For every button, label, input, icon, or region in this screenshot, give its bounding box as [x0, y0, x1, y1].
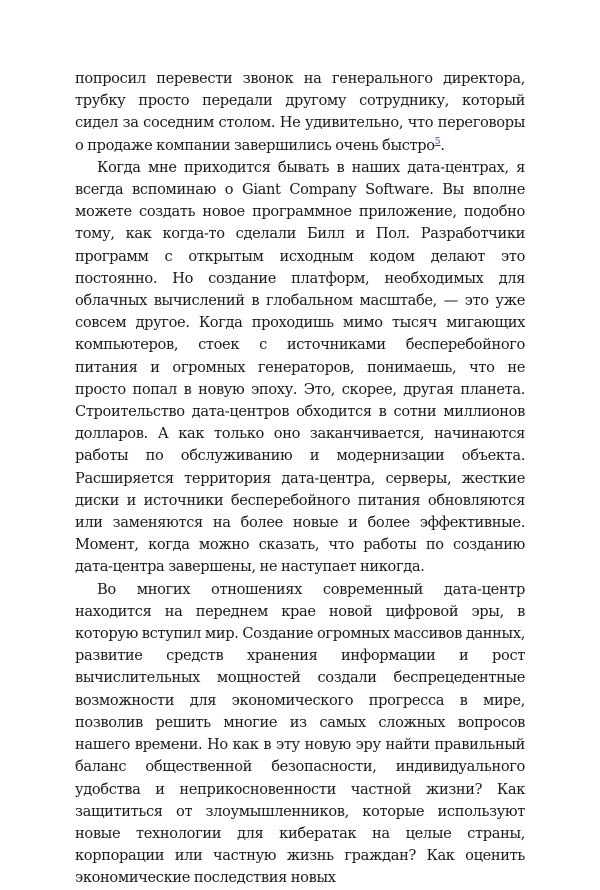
document-page: [75, 68, 525, 890]
footnote-link-5[interactable]: 5: [434, 136, 441, 147]
paragraph-1-end: .: [440, 136, 445, 154]
paragraph-1-text: попросил перевести звонок на генерального директора, трубку просто передали другому сотруднику, который сидел за соседним столом. Не удивительно, что переговоры о продаже компании завершились очень быстро: [75, 70, 525, 154]
paragraph-2: Когда мне приходится бывать в наших дата-центрах, я всегда вспоминаю о Giant Company Software. Вы вполне можете создать новое программное приложение, подобно тому, как когда-то сделали Билл и Пол. Разработчики программ с открытым исходным кодом делают это постоянно. Но создание платформ, необходимых для облачных вычислений в глобальном масштабе, — это уже совсем другое. Когда проходишь мимо тысяч мигающих компьютеров, стоек с источниками бесперебойного питания и огромных генераторов, понимаешь, что не просто попал в новую эпоху. Это, скорее, другая планета. Строительство дата-центров обходится в сотни миллионов долларов. А как только оно заканчивается, начинаются работы по обслуживанию и модернизации объекта. Расширяется территория дата-центра, серверы, жесткие диски и источники бесперебойного питания обновляются или заменяются на более новые и более эффективные. Момент, когда можно сказать, что работы по созданию дата-центра завершены, не наступает никогда.: [75, 158, 525, 576]
paragraph-1: [75, 68, 525, 157]
paragraph-3: Во многих отношениях современный дата-центр находится на переднем крае новой цифровой эры, в которую вступил мир. Создание огромных массивов данных, развитие средств хранения информации и рост вычислительных мощностей создали беспрецедентные возможности для экономического прогресса в мире, позволив решить многие из самых сложных вопросов нашего времени. Но как в эту новую эру найти правильный баланс общественной безопасности, индивидуального удобства и неприкосновенности частной жизни? Как защититься от злоумышленников, которые используют новые технологии для кибератак на целые страны, корпорации или частную жизнь граждан? Как оценить экономические последствия новых: [75, 580, 525, 887]
